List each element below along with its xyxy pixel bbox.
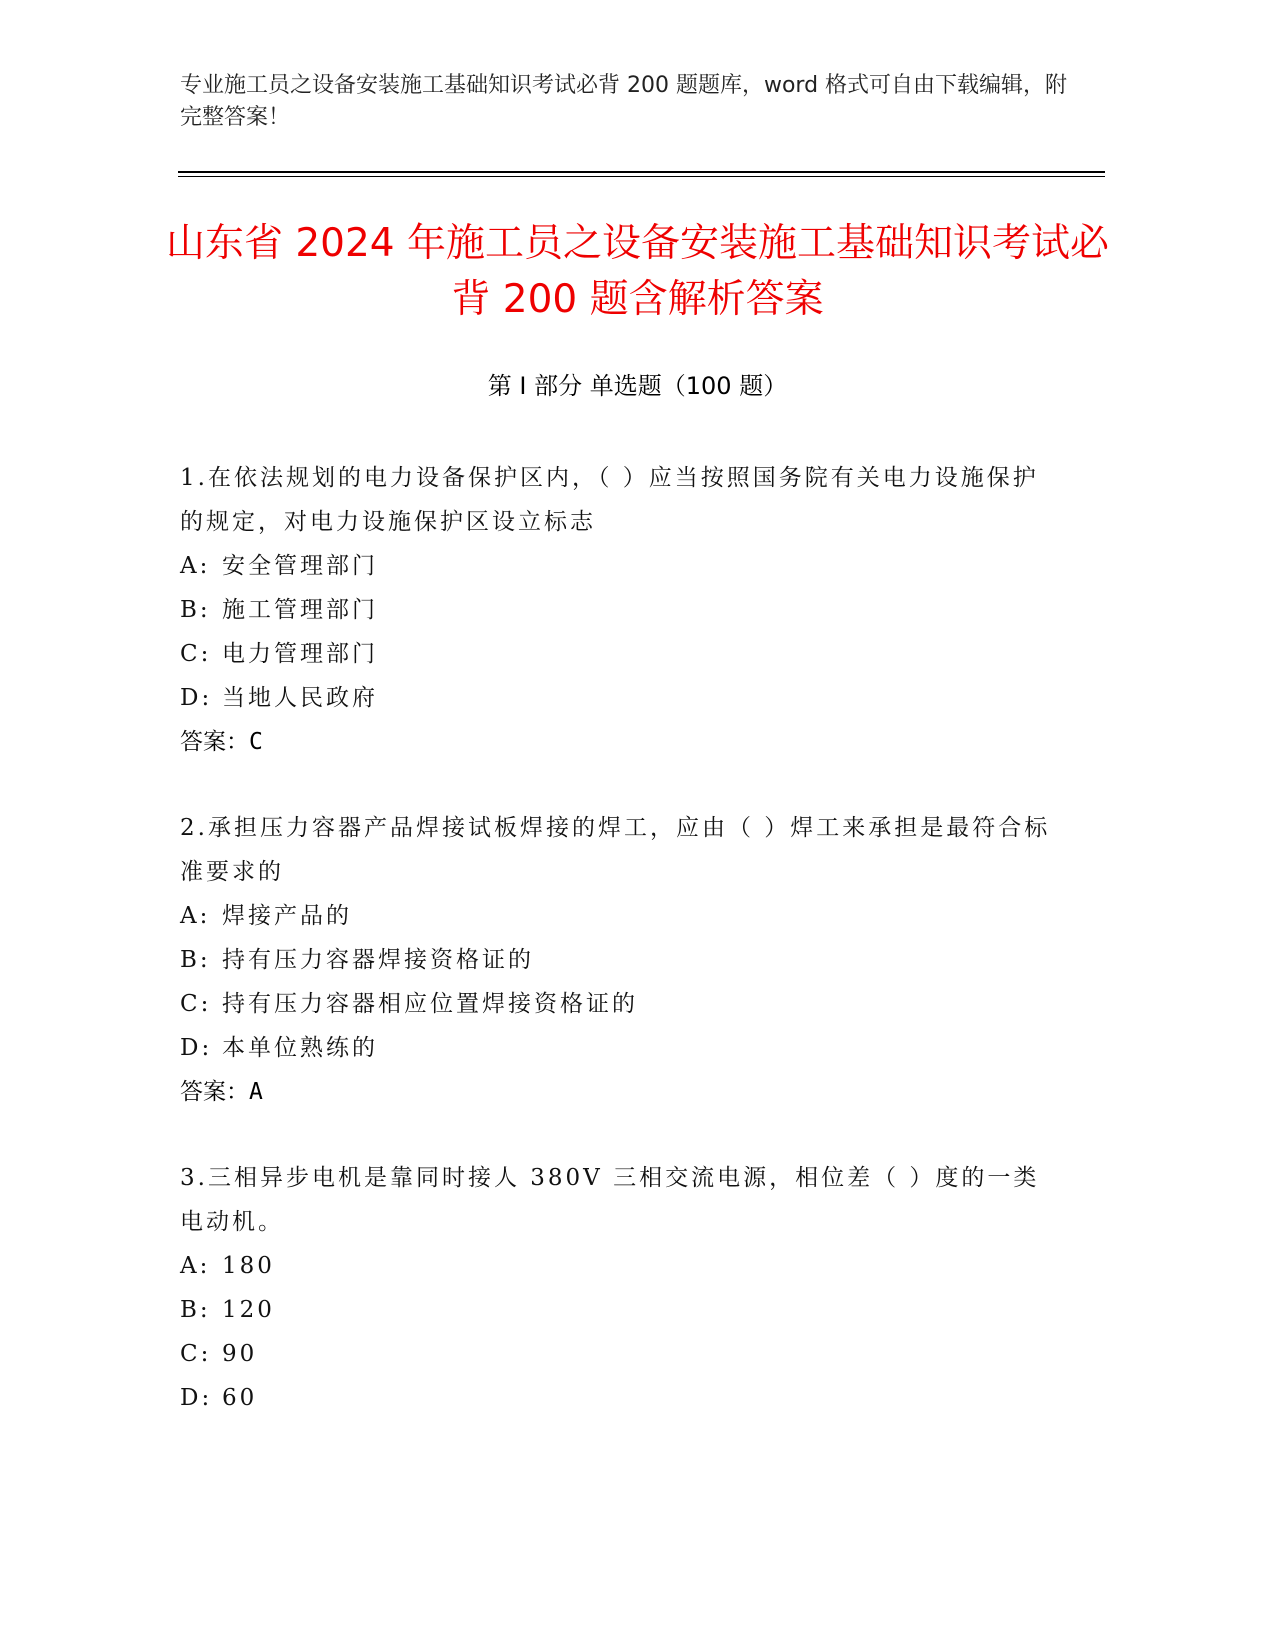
question-1 (180, 456, 1060, 764)
option-text: 180 (222, 1253, 275, 1279)
answer-label: 答案： (180, 1079, 249, 1105)
option-text: 持有压力容器焊接资格证的 (222, 947, 534, 973)
option-letter: D: (180, 1385, 213, 1411)
option-letter: B: (180, 597, 211, 623)
option-letter: B: (180, 1297, 211, 1323)
option-text: 持有压力容器相应位置焊接资格证的 (222, 991, 638, 1017)
answer (180, 720, 1060, 764)
option-text: 120 (222, 1297, 275, 1323)
option-letter: A: (180, 903, 211, 929)
question-2 (180, 806, 1060, 1114)
document-title: 山东省 2024 年施工员之设备安装施工基础知识考试必背 200 题含解析答案 (165, 221, 1110, 322)
option-text: 施工管理部门 (222, 597, 378, 623)
question-stem: 2.承担压力容器产品焊接试板焊接的焊工，应由（ ）焊工来承担是最符合标准要求的 (180, 815, 1051, 885)
option-letter: C: (180, 641, 212, 667)
answer-label: 答案： (180, 729, 249, 755)
option-b (180, 938, 1060, 982)
option-d (180, 1376, 1060, 1420)
option-a (180, 544, 1060, 588)
option-text: 焊接产品的 (222, 903, 352, 929)
option-a (180, 894, 1060, 938)
header-rule-thin (178, 176, 1105, 177)
answer-value: C (249, 729, 263, 755)
question-stem: 3.三相异步电机是靠同时接人 380V 三相交流电源，相位差（ ）度的一类电动机。 (180, 1165, 1040, 1235)
option-letter: A: (180, 1253, 211, 1279)
answer (180, 1070, 1060, 1114)
option-letter: C: (180, 991, 212, 1017)
option-letter: D: (180, 685, 213, 711)
option-b (180, 588, 1060, 632)
option-b (180, 1288, 1060, 1332)
option-c (180, 982, 1060, 1026)
option-text: 安全管理部门 (222, 553, 378, 579)
option-text: 电力管理部门 (222, 641, 378, 667)
question-3 (180, 1156, 1060, 1420)
option-d (180, 1026, 1060, 1070)
option-text: 90 (222, 1341, 258, 1367)
option-list (180, 544, 1060, 720)
answer-value: A (249, 1079, 263, 1105)
option-a (180, 1244, 1060, 1288)
option-text: 本单位熟练的 (222, 1035, 378, 1061)
question-list (180, 456, 1060, 1462)
question-stem: 1.在依法规划的电力设备保护区内，（ ）应当按照国务院有关电力设施保护的规定，对电力设施保护区设立标志 (180, 465, 1039, 535)
header-rule-thick (178, 171, 1105, 173)
option-letter: C: (180, 1341, 212, 1367)
option-c (180, 632, 1060, 676)
option-list (180, 1244, 1060, 1420)
section-heading: 第 I 部分 单选题（100 题） (487, 372, 788, 400)
page-header: 专业施工员之设备安装施工基础知识考试必背 200 题题库，word 格式可自由下载编辑，附完整答案！ (180, 73, 1068, 130)
option-text: 当地人民政府 (222, 685, 378, 711)
option-d (180, 676, 1060, 720)
option-letter: B: (180, 947, 211, 973)
option-letter: A: (180, 553, 211, 579)
option-text: 60 (222, 1385, 258, 1411)
option-list (180, 894, 1060, 1070)
option-letter: D: (180, 1035, 213, 1061)
option-c (180, 1332, 1060, 1376)
